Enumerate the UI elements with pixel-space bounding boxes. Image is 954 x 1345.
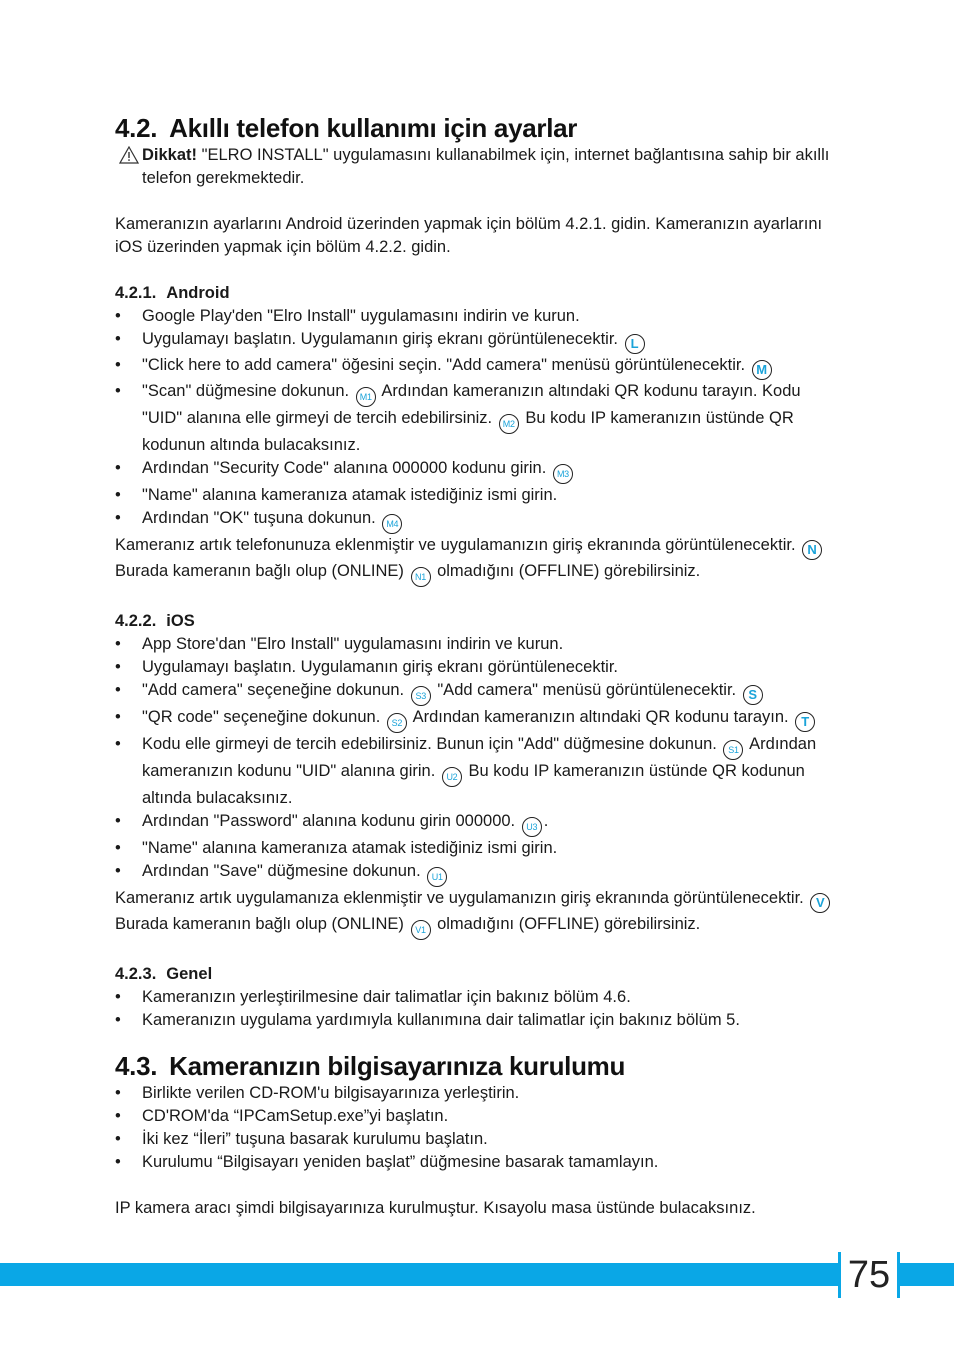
callout-badge: N: [802, 540, 822, 560]
list-item: • Uygulamayı başlatın. Uygulamanın giriş ekranı görüntülenecektir. L: [115, 328, 845, 354]
callout-badge: U1: [427, 867, 447, 887]
genel-list: [115, 986, 845, 1032]
closing-paragraph: IP kamera aracı şimdi bilgisayarınıza kurulmuştur. Kısayolu masa üstünde bulacaksınız.: [115, 1199, 756, 1217]
page-number: 75: [847, 1254, 891, 1296]
list-item: • "Name" alanına kameranıza atamak istediğiniz ismi girin.: [115, 837, 845, 860]
subsection-genel-heading: 4.2.3. Genel: [115, 965, 213, 983]
intro-paragraph: Kameranızın ayarlarını Android üzerinden yapmak için bölüm 4.2.1. gidin. Kameranızın ayarlarını iOS üzerinden yapmak için bölüm 4.2.2. gidin.: [115, 215, 823, 256]
callout-badge: S: [743, 685, 763, 705]
list-item: • Ardından "Save" düğmesine dokunun. U1: [115, 860, 845, 887]
ios-result-paragraph: Kameranız artık uygulamanıza eklenmiştir ve uygulamanızın giriş ekranında görüntülenecektir. V Burada kameranın bağlı olup (ONLINE) V1 olmadığını (OFFLINE) görebilirsiniz.: [115, 887, 845, 940]
install-steps: [115, 1082, 845, 1174]
list-item: • "Click here to add camera" öğesini seçin. "Add camera" menüsü görüntülenecektir. M: [115, 354, 845, 380]
android-result-paragraph: Kameranız artık telefonunuza eklenmiştir ve uygulamanızın giriş ekranında görüntülenecektir. N Burada kameranın bağlı olup (ONLINE) N1 olmadığını (OFFLINE) görebilirsiniz.: [115, 534, 845, 587]
callout-badge: V1: [411, 920, 431, 940]
list-item: • Kameranızın yerleştirilmesine dair talimatlar için bakınız bölüm 4.6.: [115, 986, 845, 1009]
list-item: • Uygulamayı başlatın. Uygulamanın giriş ekranı görüntülenecektir.: [115, 656, 845, 679]
subsection-ios-heading: 4.2.2. iOS: [115, 612, 195, 630]
list-item: • İki kez “İleri” tuşuna basarak kurulumu başlatın.: [115, 1128, 845, 1151]
list-item: • Google Play'den "Elro Install" uygulamasını indirin ve kurun.: [115, 305, 845, 328]
callout-badge: U3: [522, 817, 542, 837]
callout-badge: N1: [411, 567, 431, 587]
list-item: • "QR code" seçeneğine dokunun. S2 Ardından kameranızın altındaki QR kodunu tarayın. T: [115, 706, 845, 733]
list-item: • Ardından "Security Code" alanına 000000 kodunu girin. M3: [115, 457, 845, 484]
callout-badge: M3: [553, 464, 573, 484]
ios-steps: [115, 633, 845, 887]
callout-badge: S3: [411, 686, 431, 706]
warning-note: [115, 144, 845, 190]
warning-label: Dikkat!: [142, 146, 198, 164]
callout-badge: T: [795, 712, 815, 732]
list-item: • Kurulumu “Bilgisayarı yeniden başlat” düğmesine basarak tamamlayın.: [115, 1151, 845, 1174]
callout-badge: V: [810, 893, 830, 913]
warning-icon: [119, 146, 139, 164]
callout-badge: S2: [387, 713, 407, 733]
warning-text: "ELRO INSTALL" uygulamasını kullanabilmek için, internet bağlantısına sahip bir akıllı telefon gerekmektedir.: [142, 146, 830, 187]
callout-badge: M2: [499, 414, 519, 434]
callout-badge: M1: [356, 387, 376, 407]
subsection-android-heading: 4.2.1. Android: [115, 284, 230, 302]
list-item: • "Scan" düğmesine dokunun. M1 Ardından kameranızın altındaki QR kodunu tarayın. Kodu "UID" alanına elle girmeyi de tercih edebilirsiniz. M2 Bu kodu IP kameranızın üstünde QR kodunun altında bulacaksınız.: [115, 380, 845, 457]
callout-badge: L: [625, 334, 645, 354]
list-item: • Birlikte verilen CD-ROM'u bilgisayarınıza yerleştirin.: [115, 1082, 845, 1105]
callout-badge: U2: [442, 767, 462, 787]
document-page: [115, 112, 845, 1220]
list-item: • Ardından "OK" tuşuna dokunun. M4: [115, 507, 845, 534]
section-4-3-heading: 4.3. Kameranızın bilgisayarınıza kurulumu: [115, 1051, 626, 1081]
callout-badge: M: [752, 360, 772, 380]
list-item: • CD'ROM'da “IPCamSetup.exe”yi başlatın.: [115, 1105, 845, 1128]
list-item: • "Add camera" seçeneğine dokunun. S3 "Add camera" menüsü görüntülenecektir. S: [115, 679, 845, 706]
callout-badge: S1: [723, 740, 743, 760]
list-item: • App Store'dan "Elro Install" uygulamasını indirin ve kurun.: [115, 633, 845, 656]
list-item: • "Name" alanına kameranıza atamak istediğiniz ismi girin.: [115, 484, 845, 507]
list-item: • Ardından "Password" alanına kodunu girin 000000. U3 .: [115, 810, 845, 837]
section-4-2-heading: 4.2. Akıllı telefon kullanımı için ayarlar: [115, 113, 578, 143]
callout-badge: M4: [382, 514, 402, 534]
list-item: • Kodu elle girmeyi de tercih edebilirsiniz. Bunun için "Add" düğmesine dokunun. S1 Ardından kameranızın kodunu "UID" alanına girin. U2 Bu kodu IP kameranızın üstünde QR kodunun altında bulacaksınız.: [115, 733, 845, 810]
footer-bar: [0, 1263, 954, 1286]
android-steps: [115, 305, 845, 534]
list-item: • Kameranızın uygulama yardımıyla kullanımına dair talimatlar için bakınız bölüm 5.: [115, 1009, 845, 1032]
